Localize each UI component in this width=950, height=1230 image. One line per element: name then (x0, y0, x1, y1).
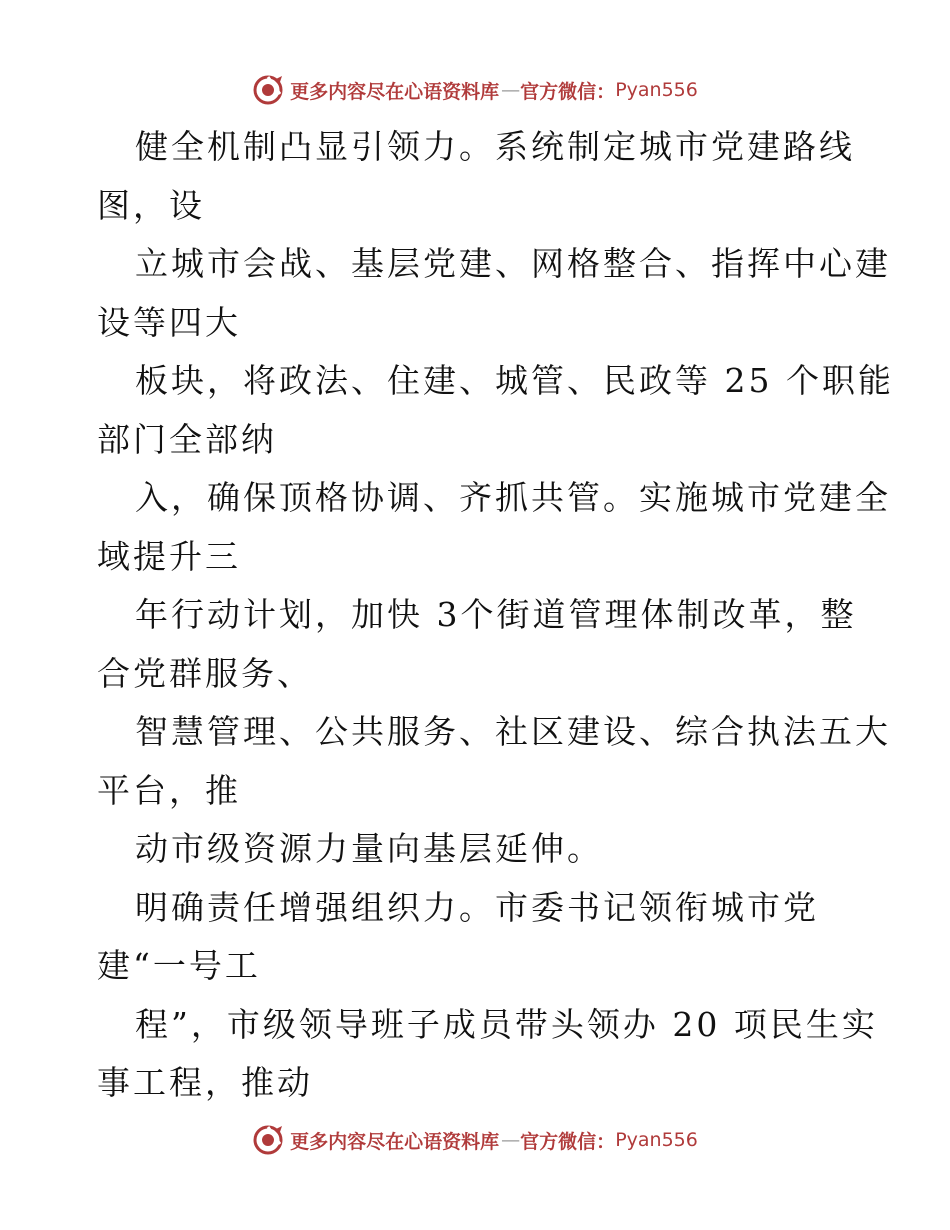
text-line: 动市级资源力量向基层延伸。 (135, 829, 603, 868)
text-line: 平台，推 (97, 770, 241, 810)
watermark-brand: 更多内容尽在心语资料库 (290, 80, 500, 103)
watermark-contact-id: Pyan556 (615, 79, 698, 101)
text-line: 图，设 (97, 185, 205, 225)
text-line: 建“一号工 (97, 946, 261, 985)
watermark-contact-label: 官方微信： (520, 1130, 616, 1153)
text-line: 部门全部纳 (97, 419, 277, 459)
footer-watermark (0, 1120, 950, 1160)
watermark-brand: 更多内容尽在心语资料库 (290, 1130, 500, 1153)
text-line: 智慧管理、公共服务、社区建设、综合执法五大 (135, 712, 891, 751)
document-body (97, 118, 897, 1113)
watermark-contact-id: Pyan556 (615, 1129, 698, 1151)
text-line: 年行动计划，加快 3个街道管理体制改革，整 (135, 595, 857, 634)
text-line: 板块，将政法、住建、城管、民政等 25 个职能 (135, 361, 894, 400)
text-line: 明确责任增强组织力。市委书记领衔城市党 (135, 887, 819, 927)
pen-nib-logo-icon (252, 74, 284, 106)
text-line: 合党群服务、 (97, 653, 313, 693)
watermark-separator: — (501, 1129, 521, 1151)
pen-nib-logo-icon (252, 1124, 284, 1156)
text-line: 事工程，推动 (97, 1063, 313, 1102)
text-line: 入，确保顶格协调、齐抓共管。实施城市党建全 (135, 478, 891, 517)
text-line: 程”，市级领导班子成员带头领办 20 项民生实 (135, 1004, 878, 1044)
watermark-contact-label: 官方微信： (520, 80, 616, 103)
text-line: 健全机制凸显引领力。系统制定城市党建路线 (135, 127, 855, 166)
text-line: 设等四大 (97, 302, 241, 342)
watermark-separator: — (501, 79, 521, 101)
text-line: 立城市会战、基层党建、网格整合、指挥中心建 (135, 244, 891, 283)
text-line: 域提升三 (97, 536, 241, 576)
header-watermark (0, 70, 950, 110)
